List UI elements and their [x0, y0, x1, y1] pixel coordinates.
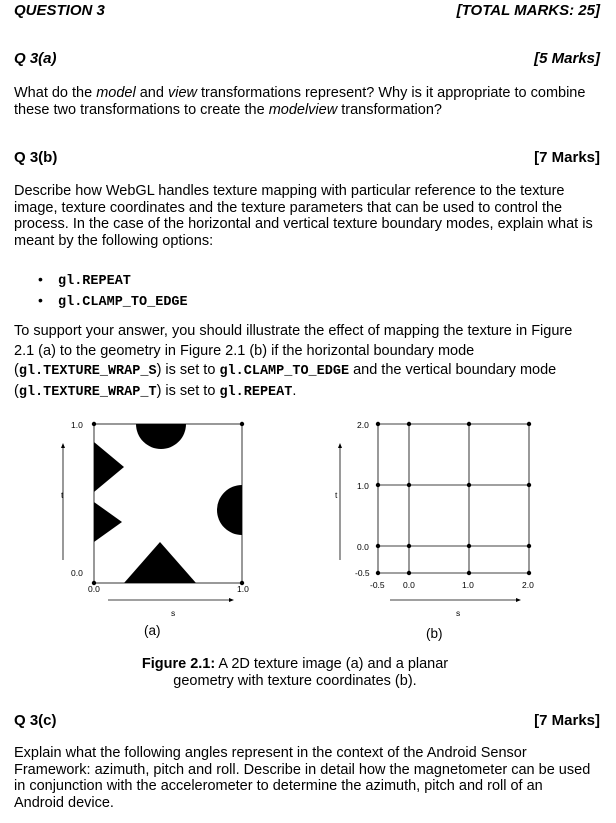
b-x-tick-0: 0.0 — [403, 580, 415, 590]
corner-dot — [92, 422, 96, 426]
q3b-label: Q 3(b) — [14, 149, 58, 166]
q3b-marks: [7 Marks] — [534, 149, 600, 166]
texture-image-a — [61, 420, 249, 638]
a-y-bottom-label: 0.0 — [71, 568, 83, 578]
q3c-marks: [7 Marks] — [534, 712, 600, 729]
a-x-left-label: 0.0 — [88, 584, 100, 594]
a-s-label: s — [171, 608, 176, 618]
a-t-arrowhead — [61, 443, 65, 448]
q3b-text: Describe how WebGL handles texture mapping with particular reference to the texture image, texture coordinates and the texture parameters that can be used to control the process. In the case of the horizontal and vertical texture boundary modes, explain what is meant by the following options: — [14, 183, 593, 249]
q3a-text: What do the model and view transformations represent? Why is it appropriate to combine these two transformations to create the modelview transformation? — [14, 85, 586, 118]
top-half-disk — [136, 424, 186, 449]
bullet-item-clamp: • gl.CLAMP_TO_EDGE — [38, 292, 188, 310]
geometry-b-labels — [335, 420, 534, 618]
geometry-b — [378, 424, 529, 573]
figure-b-label: (b) — [426, 626, 443, 641]
figure-2-1 — [0, 410, 616, 650]
b-s-arrowhead — [516, 598, 521, 602]
b-x-tick-2: 2.0 — [522, 580, 534, 590]
a-t-label: t — [61, 490, 64, 500]
right-half-disk — [217, 485, 242, 535]
b-t-label: t — [335, 490, 338, 500]
q3c-text: Explain what the following angles represent in the context of the Android Sensor Framework: azimuth, pitch and roll. Describe in detail how the magnetometer can be used in conjunction with the accelerometer to determine the azimuth, pitch and roll of an Android device. — [14, 745, 591, 811]
geometry-b-dots — [376, 422, 531, 575]
q3a-marks: [5 Marks] — [534, 50, 600, 67]
b-y-tick-1: 1.0 — [357, 481, 369, 491]
bullet-item-repeat: • gl.REPEAT — [38, 271, 131, 289]
a-y-top-label: 1.0 — [71, 420, 83, 430]
corner-dot — [240, 422, 244, 426]
total-marks: [TOTAL MARKS: 25] — [456, 2, 600, 19]
a-x-right-label: 1.0 — [237, 584, 249, 594]
q3a-label: Q 3(a) — [14, 50, 57, 67]
question-title: QUESTION 3 — [14, 2, 105, 19]
b-x-tick-m05: -0.5 — [370, 580, 385, 590]
figure-caption: Figure 2.1: A 2D texture image (a) and a planar geometry with texture coordinates (b). — [141, 656, 449, 689]
left-triangle-1 — [94, 442, 124, 492]
bottom-triangle — [124, 542, 196, 583]
b-y-tick-m05: -0.5 — [355, 568, 370, 578]
b-y-tick-0: 0.0 — [357, 542, 369, 552]
b-t-arrowhead — [338, 443, 342, 448]
q3b-support-text: To support your answer, you should illustrate the effect of mapping the texture in Figure 2.1 (a) to the geometry in Figure 2.1 (b) if the horizontal boundary mode (gl.TEXTURE_WRAP_S) is set to gl.CLAMP_TO_EDGE and the vertical boundary mode (gl.TEXTURE_WRAP_T) is set to gl.REPEAT. — [14, 323, 573, 400]
figure-a-label: (a) — [144, 623, 161, 638]
left-triangle-2 — [94, 502, 122, 542]
q3c-label: Q 3(c) — [14, 712, 57, 729]
b-y-tick-2: 2.0 — [357, 420, 369, 430]
a-s-arrowhead — [229, 598, 234, 602]
b-x-tick-1: 1.0 — [462, 580, 474, 590]
b-s-label: s — [456, 608, 461, 618]
